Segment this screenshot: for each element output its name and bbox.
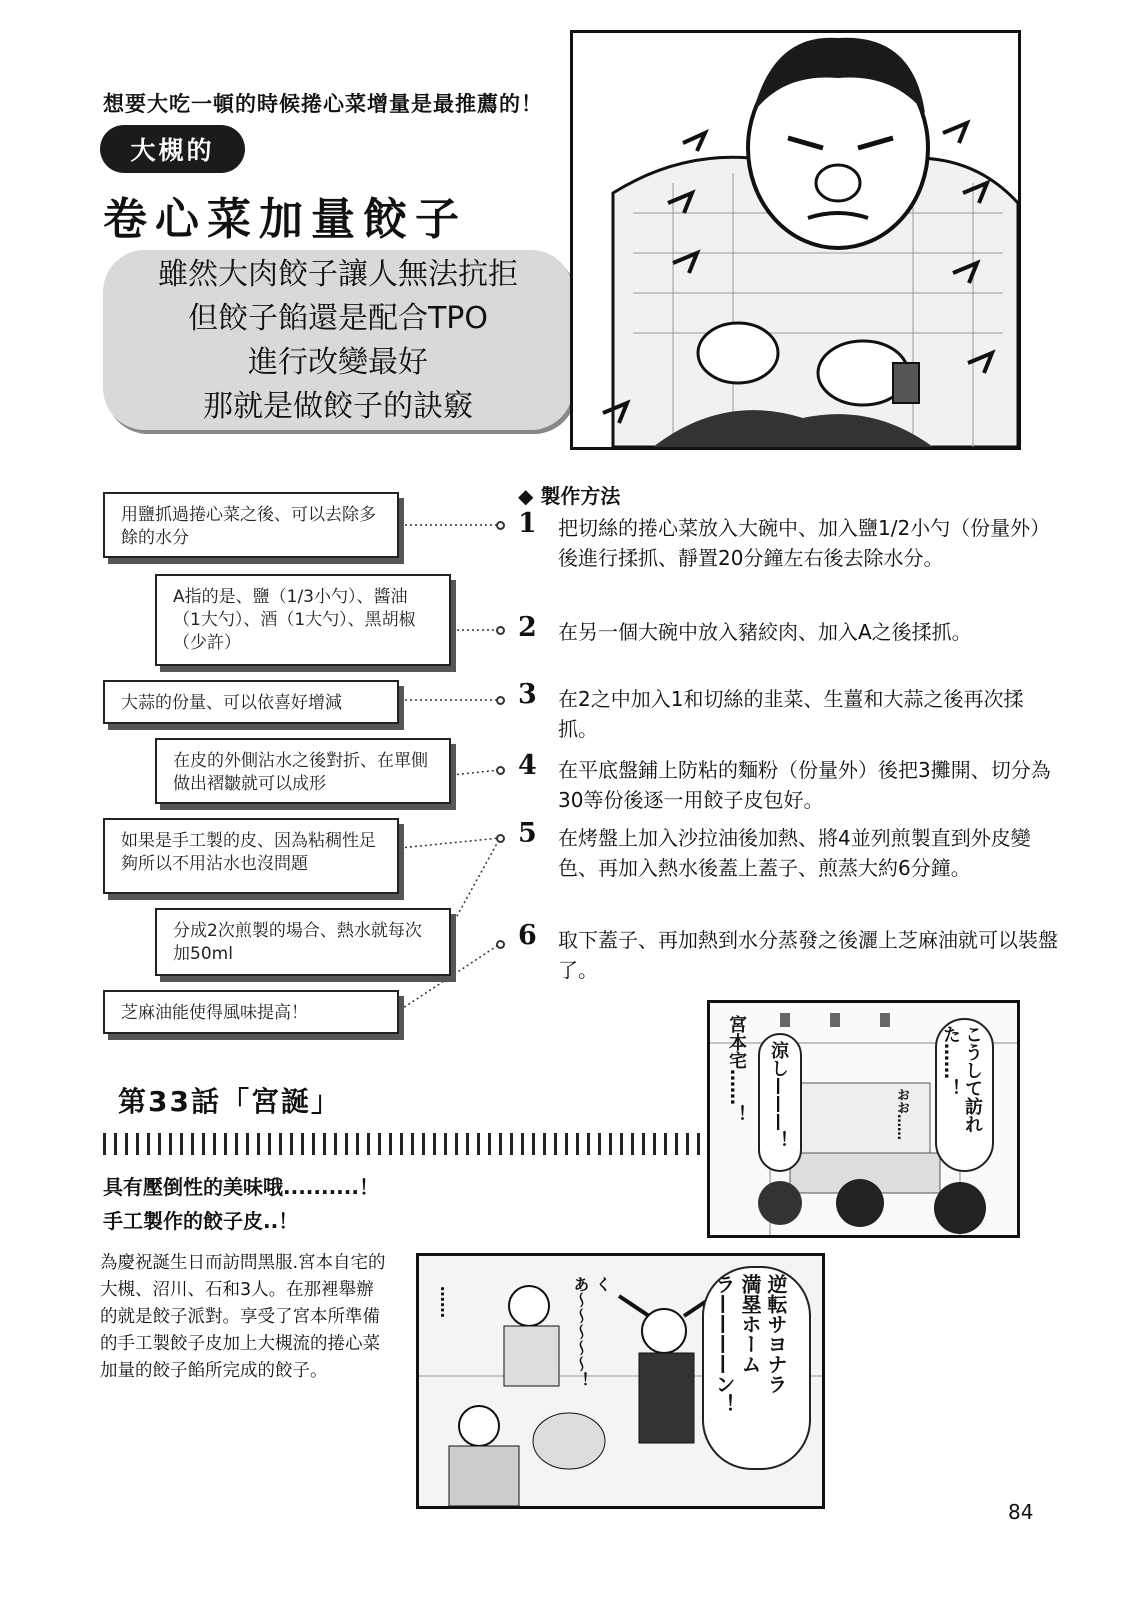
speech-line: 但餃子餡還是配合TPO (187, 301, 489, 336)
tip-note: 在皮的外側沾水之後對折、在單側做出褶皺就可以成形 (155, 738, 451, 804)
step-number: 1 (518, 508, 537, 539)
author-pill: 大槻的 (100, 125, 245, 173)
step-text: 在平底盤鋪上防粘的麵粉（份量外）後把3攤開、切分為30等份後逐一用餃子皮包好。 (558, 758, 1051, 812)
small-text: おお…… (894, 1088, 909, 1140)
tip-note: 分成2次煎製的場合、熱水就每次加50ml (155, 908, 451, 976)
speech-line: 那就是做餃子的訣竅 (203, 389, 473, 424)
method-heading: ◆ 製作方法 (518, 484, 621, 508)
manga-panel-room (707, 1000, 1020, 1238)
step-number: 3 (518, 679, 537, 710)
step-text: 在2之中加入1和切絲的韭菜、生薑和大蒜之後再次揉抓。 (558, 687, 1024, 741)
bubble-text: …… (437, 1286, 456, 1318)
kicker-headline: 想要大吃一頓的時候捲心菜增量是最推薦的！ (103, 92, 543, 116)
subtitle-line: 具有壓倒性的美味哦..........！ (103, 1175, 379, 1199)
chapter-synopsis: 為慶祝誕生日而訪問黑服.宮本自宅的大槻、沼川、石和3人。在那裡舉辦的就是餃子派對。享受了宮本所準備的手工製餃子皮加上大槻流的捲心菜加量的餃子餡所完成的餃子。 (100, 1253, 386, 1381)
tip-note: 芝麻油能使得風味提高！ (103, 990, 399, 1034)
caption-miyamoto: 宮本宅……！ (726, 1015, 747, 1123)
step-text: 在另一個大碗中放入豬絞肉、加入A之後揉抓。 (558, 620, 972, 644)
chapter-title: 第33話「宮誕」 (118, 1085, 341, 1118)
bubble-text: こうして訪れた……！ (940, 1025, 983, 1133)
step-number: 2 (518, 612, 537, 643)
page-number: 84 (1008, 1500, 1034, 1524)
connector-dot (496, 766, 505, 775)
tip-note: A指的是、鹽（1/3小勺）、醬油（1大勺）、酒（1大勺）、黑胡椒（少許） (155, 574, 451, 666)
tip-note: 大蒜的份量、可以依喜好增減 (103, 680, 399, 724)
step-text: 取下蓋子、再加熱到水分蒸發之後灑上芝麻油就可以裝盤了。 (558, 928, 1058, 982)
speech-line: 進行改變最好 (248, 345, 428, 380)
bubble-text: 涼し———！ (768, 1041, 789, 1149)
bubble-text: ラ————ン！ (712, 1274, 736, 1414)
recipe-title: 卷心菜加量餃子 (103, 194, 467, 245)
step-number: 6 (518, 920, 537, 951)
step-text: 把切絲的捲心菜放入大碗中、加入鹽1/2小勺（份量外）後進行揉抓、靜置20分鐘左右後去除水分。 (558, 516, 1051, 570)
connector-dot (496, 834, 505, 843)
subtitle-line: 手工製作的餃子皮..！ (103, 1209, 299, 1233)
speech-line: 雖然大肉餃子讓人無法抗拒 (158, 257, 518, 292)
tip-note: 用鹽抓過捲心菜之後、可以去除多餘的水分 (103, 492, 399, 558)
connector-dot (496, 940, 505, 949)
connector-dot (496, 696, 505, 705)
connector-dot (496, 521, 505, 530)
tip-note: 如果是手工製的皮、因為粘稠性足夠所以不用沾水也沒問題 (103, 818, 399, 894)
tick-divider (103, 1133, 703, 1155)
bubble-text: くあ〜〜〜〜〜！ (571, 1276, 612, 1388)
manga-panel-celebration (416, 1253, 825, 1509)
connector-dot (496, 626, 505, 635)
bubble-text: 逆転サヨナラ満塁ホーム (738, 1274, 788, 1394)
step-text: 在烤盤上加入沙拉油後加熱、將4並列煎製直到外皮變色、再加入熱水後蓋上蓋子、煎蒸大約6分鐘。 (558, 826, 1031, 880)
chapter-subtitle (103, 1170, 379, 1238)
step-number: 4 (518, 750, 537, 781)
step-number: 5 (518, 818, 537, 849)
